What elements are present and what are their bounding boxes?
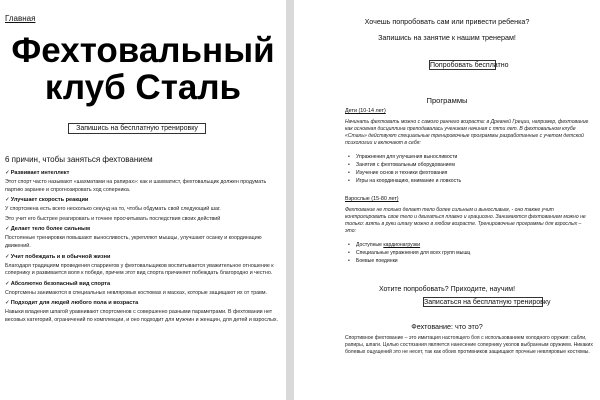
reasons-title: 6 причин, чтобы заняться фехтованием	[5, 155, 153, 164]
reason-item	[5, 253, 281, 278]
reason-item	[5, 196, 281, 223]
reason-heading-text: Развивает интеллект	[10, 170, 70, 176]
reasons-section	[5, 155, 281, 327]
what-is-fencing-title: Фехтование: что это?	[411, 322, 483, 331]
checkmark-icon: ✓	[5, 280, 10, 287]
reason-heading	[5, 225, 281, 233]
program-adults-title: Взрослые (15-80 лет)	[345, 196, 399, 202]
page-title-line-2: клуб Сталь	[44, 68, 242, 107]
reasons-list	[5, 169, 281, 325]
program-kids	[345, 108, 593, 185]
free-training-signup-button[interactable]: Запишись на бесплатную тренировку	[68, 123, 206, 134]
what-is-fencing-section	[345, 335, 593, 356]
reason-heading-text: Абсолютно безопасный вид спорта	[10, 280, 111, 287]
reason-heading	[5, 253, 281, 261]
try-heading: Хотите попробовать? Приходите, научим!	[378, 286, 516, 293]
list-item: • Специальные упражнения для всех групп мышц	[345, 249, 593, 257]
list-item: • Занятия с фехтовальным оборудованием	[345, 161, 593, 169]
page-title	[0, 32, 286, 106]
reason-heading	[5, 169, 281, 177]
program-adults-list	[345, 241, 593, 266]
reason-heading-text: Делает тело более сильным	[10, 226, 90, 233]
document-page-right	[294, 0, 600, 400]
document-page-left	[0, 0, 286, 400]
checkmark-icon: ✓	[5, 300, 10, 307]
reason-text: Постоянные тренировки повышают выносливость, укрепляют мышцы, улучшают осанку и координацию движений.	[5, 235, 262, 249]
reason-heading	[5, 299, 281, 307]
reason-item	[5, 299, 281, 324]
what-is-fencing-text: Спортивное фехтование – это имитация настоящего боя с использованием холодного оружия: сабли, рапиры, шпаги. Целью состязания является нанесение сопернику уколов выбранным оружием. Никаких болевых ощущений это не несет, так как обоих противников защищают прочные невляровые костюмы.	[345, 335, 593, 355]
free-training-signup-button-2[interactable]: Записаться на бесплатную тренировку	[424, 299, 551, 306]
reason-text: Навыки владения шпагой уравнивают спортсменов с совершенно разными параметрами. В фехтовании нет весовых категорий, ограничений по комплекции, и оно подходит для мужчин и женщин, для детей и взрослых.	[5, 309, 279, 323]
reason-item	[5, 225, 281, 250]
reason-text: Этот спорт часто называют «шахматами на рапирах»: как и шахматист, фехтовальщик должен продумать партию заранее и спрогнозировать ход соперника.	[5, 179, 267, 193]
list-item-prefix: Доступные	[356, 241, 384, 248]
checkmark-icon: ✓	[5, 170, 10, 176]
list-item: • Упражнения для улучшения выносливости	[345, 153, 593, 161]
reason-text: Благодаря традициям проведения спаррингов у фехтовальщиков воспитывается уважительное отношение к сопернику и развивается воля к победе, причем этот вид спорта причиняет побеждать благородно и честно.	[5, 262, 274, 277]
reason-item	[5, 169, 281, 194]
list-item: • Изучение основ и техники фехтования	[345, 169, 593, 177]
reason-heading	[5, 280, 281, 288]
program-adults	[345, 196, 593, 265]
checkmark-icon: ✓	[5, 197, 10, 204]
try-free-button[interactable]: Попробовать бесплатно	[430, 62, 509, 69]
cardio-link[interactable]: кардионагрузки	[383, 241, 421, 248]
cta-subheading: Запишись на занятие к нашим тренерам!	[378, 33, 516, 42]
list-item: • Игры на координацию, внимание и ловкость	[345, 177, 593, 185]
checkmark-icon: ✓	[5, 226, 10, 233]
list-item	[345, 241, 593, 249]
programs-title: Программы	[426, 96, 468, 105]
reason-text: Спортсмены занимаются в специальных невляровых костюмах и масках, которые защищают их от травм.	[5, 289, 267, 296]
cta-heading: Хочешь попробовать сам или привести ребенка?	[364, 17, 530, 26]
program-kids-text: Начинать фехтовать можно с самого раннего возраста: в Древней Греции, например, фехтование как основная дисциплина преподавалась ученикам начиная с пяти лет. В фехтовальном клубе «Сталь» действуют специальные тренировочные программы разработанные с учетом детской психологии и включают в себя:	[345, 119, 589, 146]
page-title-line-1: Фехтовальный	[11, 31, 275, 70]
reason-heading	[5, 196, 281, 204]
home-link[interactable]: Главная	[5, 14, 36, 23]
reason-text: Это учит его быстрее реагировать и точнее просчитывать последствия своих действий	[5, 215, 221, 222]
reason-heading-text: Учит побеждать и в обычной жизни	[10, 253, 111, 260]
reason-heading-text: Улучшает скорость реакции	[10, 197, 89, 204]
program-adults-text: Фехтование не только делает тело более сильным и выносливым, - оно также учит контролировать свое тело и двигаться плавно и грациозно. Занимаются фехтованием можно не только: взять в руки шпагу можно в любом возрасте. Тренировочные программы для взрослых – это:	[345, 207, 586, 234]
list-item: • Боевые поединки	[345, 257, 593, 265]
checkmark-icon: ✓	[5, 253, 10, 260]
reason-item	[5, 280, 281, 298]
program-kids-title: Дети (10-14 лет)	[345, 108, 386, 114]
program-kids-list	[345, 153, 593, 186]
reason-text: У спортсмена есть всего несколько секунд на то, чтобы обдумать свой следующий шаг.	[5, 206, 221, 213]
reason-heading-text: Подходит для людей любого пола и возраста	[10, 300, 139, 307]
